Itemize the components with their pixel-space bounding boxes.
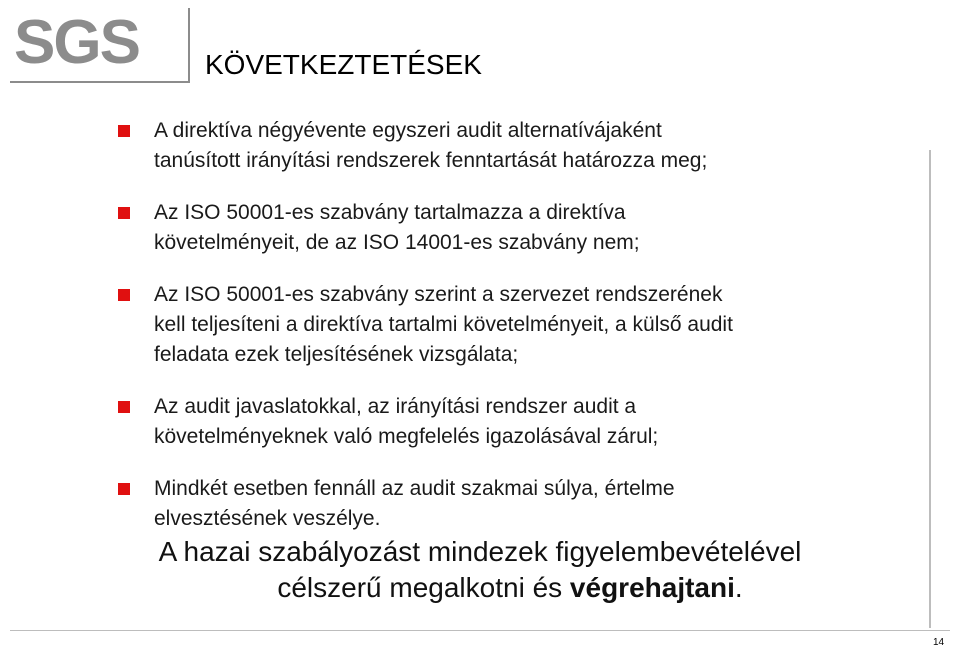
bullet-item xyxy=(118,116,858,176)
bullet-item xyxy=(118,280,858,370)
sgs-logo: SGS xyxy=(14,8,139,77)
bullet-line: Mindkét esetben fennáll az audit szakmai súlya, értelme xyxy=(154,477,675,500)
conclusion-period: . xyxy=(734,572,743,603)
bullet-line: Az ISO 50001-es szabvány tartalmazza a direktíva xyxy=(154,201,626,224)
bullet-line: követelményeknek való megfelelés igazolásával zárul; xyxy=(154,425,659,448)
conclusion-bold-word: végrehajtani xyxy=(569,572,735,603)
bullet-line: tanúsított irányítási rendszerek fenntartását határozza meg; xyxy=(154,149,708,172)
bullet-line: Az audit javaslatokkal, az irányítási rendszer audit a xyxy=(154,395,637,418)
bullet-line: A direktíva négyévente egyszeri audit alternatívájaként xyxy=(154,119,662,142)
bullet-item xyxy=(118,474,858,534)
red-square-bullet-icon xyxy=(118,289,130,301)
bullet-item xyxy=(118,392,858,452)
conclusion-statement xyxy=(0,534,960,606)
bullet-line: feladata ezek teljesítésének vizsgálata; xyxy=(154,343,519,366)
red-square-bullet-icon xyxy=(118,207,130,219)
conclusion-line-1: A hazai szabályozást mindezek figyelembevételével xyxy=(158,536,802,567)
page-title: KÖVETKEZTETÉSEK xyxy=(205,49,482,80)
bullet-line: kell teljesíteni a direktíva tartalmi követelményeit, a külső audit xyxy=(154,313,733,336)
bullet-line: elvesztésének veszélye. xyxy=(154,507,381,530)
title-underline xyxy=(10,81,190,83)
bullet-line: Az ISO 50001-es szabvány szerint a szervezet rendszerének xyxy=(154,283,723,306)
red-square-bullet-icon xyxy=(118,483,130,495)
conclusion-line-2 xyxy=(60,570,960,606)
bottom-border-line xyxy=(10,630,950,631)
conclusion-text: célszerű megalkotni és xyxy=(277,572,570,603)
red-square-bullet-icon xyxy=(118,401,130,413)
page-number: 14 xyxy=(933,637,945,648)
bullet-list xyxy=(118,116,858,556)
bullet-item xyxy=(118,198,858,258)
red-square-bullet-icon xyxy=(118,125,130,137)
bullet-line: követelményeit, de az ISO 14001-es szabvány nem; xyxy=(154,231,640,254)
logo-divider xyxy=(188,8,190,83)
